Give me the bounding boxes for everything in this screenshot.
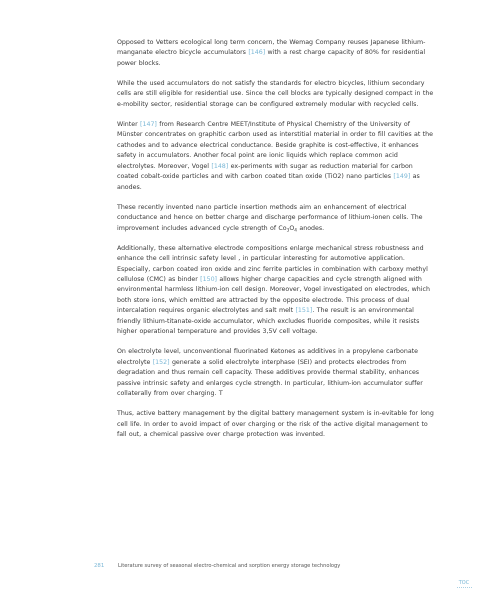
citation-link-147[interactable]: [147]	[140, 120, 157, 128]
text-run: These recently invented nano particle insertion methods aim an enhancement of electrical conductance and hence on better charge and discharge performance of lithium-ionen cells. The improvement includes advanced cycle strength of Co	[117, 203, 423, 232]
paragraph-3	[117, 120, 435, 193]
toc-underline-icon	[457, 587, 472, 589]
text-run: with a rest charge capacity of 80% for residential power blocks.	[117, 49, 426, 67]
paragraph-5	[117, 244, 435, 338]
citation-link-146[interactable]: [146]	[248, 49, 266, 57]
text-run: O	[289, 224, 295, 232]
paragraph-1	[117, 38, 435, 69]
text-run: ex-periments with sugar as reduction material for carbon coated cobalt-oxide particles and with carbon coated titan oxide (TiO2) nano particles	[117, 162, 413, 181]
citation-link-148[interactable]: [148]	[211, 162, 229, 170]
text-run: . The result is an environmental friendly lithium-titanate-oxide accumulator, which excludes fluoride composites, while it resists higher operational temperature and provides 3,5V cell voltage.	[117, 307, 420, 336]
paragraph-2	[117, 79, 435, 110]
text-run: Thus, active battery management by the digital battery management system is in-evitable for long cell life. In order to avoid impact of over charging or the risk of the active digital management to fall out, a chemical passive over charge protection was invented.	[117, 410, 434, 439]
text-run: While the used accumulators do not satisfy the standards for electro bicycles, lithium secondary cells are still eligible for residential use. Since the cell blocks are typically designed compact in the e-mobility sector, residential storage can be configured extremely modular with recycled cells.	[117, 79, 434, 108]
paragraph-7	[117, 409, 435, 440]
toc-label: TOC	[458, 580, 470, 586]
body-text	[117, 38, 435, 441]
citation-link-152[interactable]: [152]	[152, 358, 170, 366]
paragraph-4	[117, 203, 435, 234]
text-run: as anodes.	[117, 173, 420, 191]
text-run: allows higher charge capacities and cycle strength aligned with environmental harmless lithium-ion cell design. Moreover, Vogel investigated on electrodes, which both store ions, which emitted are attracted by the opposite electrode. This process of dual intercalation requires organic electrolytes and salt melt	[117, 275, 430, 315]
text-run: anodes.	[297, 224, 325, 232]
page-number: 281	[94, 563, 105, 569]
citation-link-150[interactable]: [150]	[200, 275, 217, 283]
running-title: Literature survey of seasonal electro-chemical and sorption energy storage technology	[118, 563, 341, 569]
text-run: Opposed to Vetters ecological long term concern, the Wemag Company reuses Japanese lithium-manganate electro bicycle accumulators	[117, 39, 426, 57]
page-footer	[0, 563, 486, 577]
citation-link-149[interactable]: [149]	[393, 173, 411, 181]
text-run: from Research Centre MEET/Institute of Physical Chemistry of the University of Münster concentrates on graphitic carbon used as interstitial material in order to fill cavities at the cathodes and to advance electrical conductance. Beside graphite is cost-effective, it enhances safety in accumulators. Another focal point are ionic liquids which replace common acid electrolytes. Moreover, Vogel	[117, 120, 433, 170]
text-run: Winter	[117, 120, 141, 128]
paragraph-6	[117, 347, 435, 399]
subscript: 3	[286, 228, 290, 234]
text-run: Additionally, these alternative electrode compositions enlarge mechanical stress robustness and enhance the cell intrinsic safety level , in particular interesting for automotive application. Especially, carbon coated iron oxide and zinc ferrite particles in combination with carboxy methyl cellulose (CMC) as binder	[117, 244, 428, 283]
text-run: generate a solid electrolyte interphase (SEI) and protects electrodes from degradation and thus remain cell capacity. These additives provide thermal stability, enhances passive intrinsic safety and enlarges cycle strength. In particular, lithium-ion accumulator suffer collaterally from over charging. T	[117, 358, 423, 398]
toc-button[interactable]	[456, 580, 472, 589]
text-run: On electrolyte level, unconventional fluorinated Ketones as additives in a propylene carbonate electrolyte	[117, 348, 418, 366]
subscript: 4	[294, 228, 298, 234]
citation-link-151[interactable]: [151]	[295, 307, 313, 315]
